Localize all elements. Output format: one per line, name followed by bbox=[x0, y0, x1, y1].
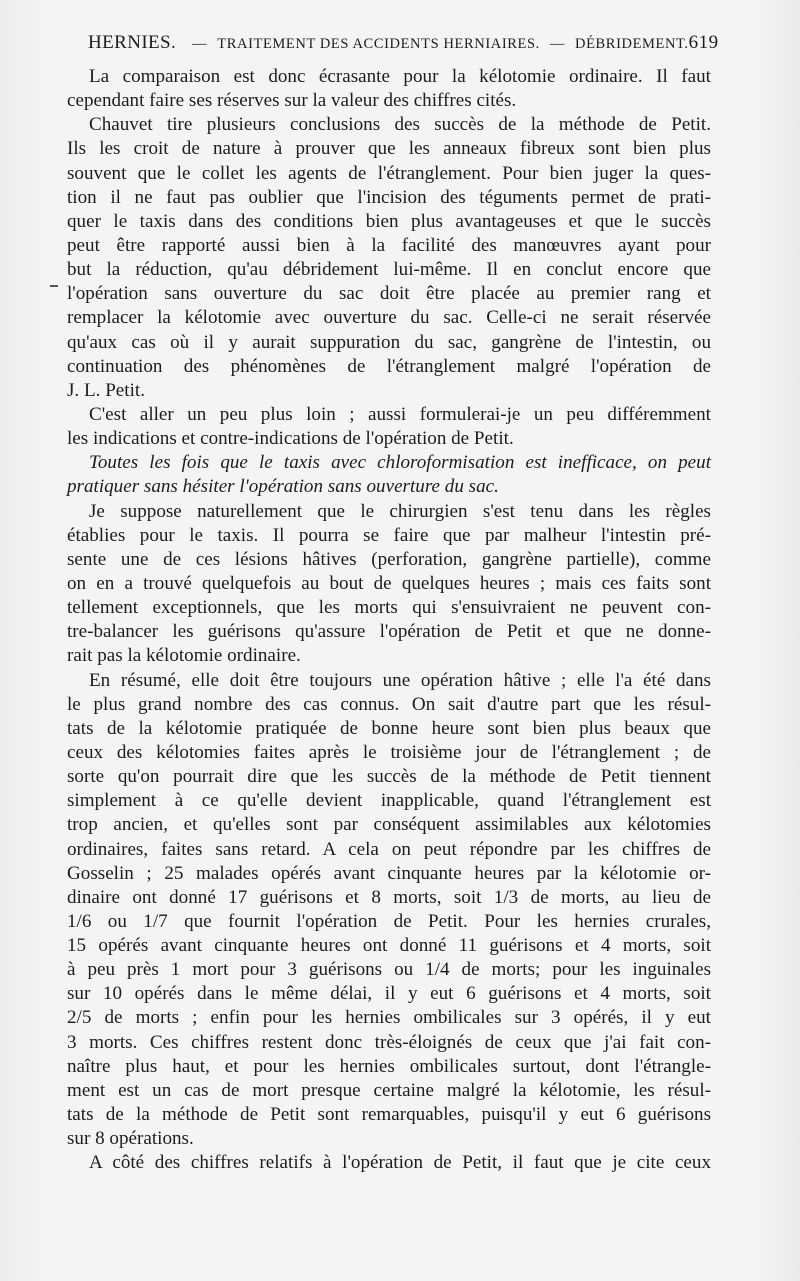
text-line: 3 morts. Ces chiffres restent donc très-éloignés de ceux que j'ai fait con- bbox=[67, 1031, 711, 1053]
text-line: tats de la méthode de Petit sont remarquables, puisqu'il y eut 6 guérisons bbox=[67, 1104, 711, 1126]
text-line: C'est aller un peu plus loin ; aussi formulerai-je un peu différemment bbox=[89, 403, 711, 425]
text-line: J. L. Petit. bbox=[67, 379, 145, 401]
text-line: quer le taxis dans des conditions bien plus avantageuses et que le succès bbox=[67, 210, 711, 232]
margin-mark bbox=[50, 285, 58, 287]
text-line: rait pas la kélotomie ordinaire. bbox=[67, 645, 301, 667]
text-line: but la réduction, qu'au débridement lui-même. Il en conclut encore que bbox=[67, 259, 711, 281]
text-line: à peu près 1 mort pour 3 guérisons ou 1/4 de morts; pour les inguinales bbox=[67, 959, 711, 981]
text-line: Chauvet tire plusieurs conclusions des succès de la méthode de Petit. bbox=[89, 114, 711, 136]
text-line: sente une de ces lésions hâtives (perforation, gangrène partielle), comme bbox=[67, 548, 711, 570]
text-line: Je suppose naturellement que le chirurgien s'est tenu dans les règles bbox=[89, 500, 711, 522]
text-line: 2/5 de morts ; enfin pour les hernies ombilicales sur 3 opérés, il y eut bbox=[67, 1007, 711, 1029]
running-header bbox=[88, 32, 719, 54]
header-section: TRAITEMENT DES ACCIDENTS HERNIAIRES. bbox=[217, 36, 540, 52]
text-line: trop ancien, et qu'elles sont par conséquent assimilables aux kélotomies bbox=[67, 814, 711, 836]
text-line: le plus grand nombre des cas connus. On sait d'autre part que les résul- bbox=[67, 693, 711, 715]
text-line: tion il ne faut pas oublier que l'incision des téguments permet de prati- bbox=[67, 186, 711, 208]
header-subsection: DÉBRIDEMENT. bbox=[575, 36, 689, 52]
text-line: sorte qu'on pourrait dire que les succès de la méthode de Petit tiennent bbox=[67, 766, 711, 788]
text-line: l'opération sans ouverture du sac doit être placée au premier rang et bbox=[67, 283, 711, 305]
text-line: tellement exceptionnels, que les morts qui s'ensuivraient ne peuvent con- bbox=[67, 597, 711, 619]
text-line: 1/6 ou 1/7 que fournit l'opération de Petit. Pour les hernies crurales, bbox=[67, 910, 711, 932]
text-line: établies pour le taxis. Il pourra se faire que par malheur l'intestin pré- bbox=[67, 524, 711, 546]
text-line: La comparaison est donc écrasante pour la kélotomie ordinaire. Il faut bbox=[89, 66, 711, 87]
text-line: tats de la kélotomie pratiquée de bonne heure sont bien plus beaux que bbox=[67, 717, 711, 739]
text-line: 15 opérés avant cinquante heures ont donné 11 guérisons et 4 morts, soit bbox=[67, 935, 711, 957]
text-line: on en a trouvé quelquefois au bout de quelques heures ; mais ces faits sont bbox=[67, 572, 711, 594]
text-line: les indications et contre-indications de l'opération de Petit. bbox=[67, 428, 514, 450]
text-line: pratiquer sans hésiter l'opération sans ouverture du sac. bbox=[67, 476, 499, 498]
text-line: continuation des phénomènes de l'étranglement malgré l'opération de bbox=[67, 355, 711, 377]
text-line: tre-balancer les guérisons qu'assure l'opération de Petit et que ne donne- bbox=[67, 621, 711, 643]
text-line: A côté des chiffres relatifs à l'opération de Petit, il faut que je cite ceux bbox=[89, 1152, 711, 1174]
page-number: 619 bbox=[688, 32, 719, 53]
text-line: En résumé, elle doit être toujours une opération hâtive ; elle l'a été dans bbox=[89, 669, 711, 691]
header-title: HERNIES. bbox=[88, 32, 177, 53]
text-line: ment est un cas de mort presque certaine malgré la kélotomie, les résul- bbox=[67, 1079, 711, 1101]
header-dash: — bbox=[192, 36, 208, 52]
text-line: ordinaires, faites sans retard. A cela on peut répondre par les chiffres de bbox=[67, 838, 711, 860]
text-line: cependant faire ses réserves sur la valeur des chiffres cités. bbox=[67, 90, 517, 112]
text-line: sur 10 opérés dans le même délai, il y eut 6 guérisons et 4 morts, soit bbox=[67, 983, 711, 1005]
text-line: peut être rapporté aussi bien à la facilité des manœuvres ayant pour bbox=[67, 234, 711, 256]
text-line: ceux des kélotomies faites après le troisième jour de l'étranglement ; de bbox=[67, 741, 711, 763]
header-dash: — bbox=[549, 36, 565, 52]
text-line: sur 8 opérations. bbox=[67, 1128, 194, 1150]
text-line: dinaire ont donné 17 guérisons et 8 morts, soit 1/3 de morts, au lieu de bbox=[67, 886, 711, 908]
text-line: souvent que le collet les agents de l'étranglement. Pour bien juger la ques- bbox=[67, 162, 711, 184]
text-line: naître plus haut, et pour les hernies ombilicales surtout, dont l'étrangle- bbox=[67, 1055, 711, 1077]
text-line: qu'aux cas où il y aurait suppuration du sac, gangrène de l'intestin, ou bbox=[67, 331, 711, 353]
text-line: remplacer la kélotomie avec ouverture du sac. Celle-ci ne serait réservée bbox=[67, 307, 711, 329]
text-line: Toutes les fois que le taxis avec chloroformisation est inefficace, on peut bbox=[89, 452, 711, 474]
text-line: simplement à ce qu'elle devient inapplicable, quand l'étranglement est bbox=[67, 790, 711, 812]
text-line: Gosselin ; 25 malades opérés avant cinquante heures par la kélotomie or- bbox=[67, 862, 711, 884]
text-line: Ils les croit de nature à prouver que les anneaux fibreux sont bien plus bbox=[67, 138, 711, 160]
body-text bbox=[67, 65, 711, 1175]
